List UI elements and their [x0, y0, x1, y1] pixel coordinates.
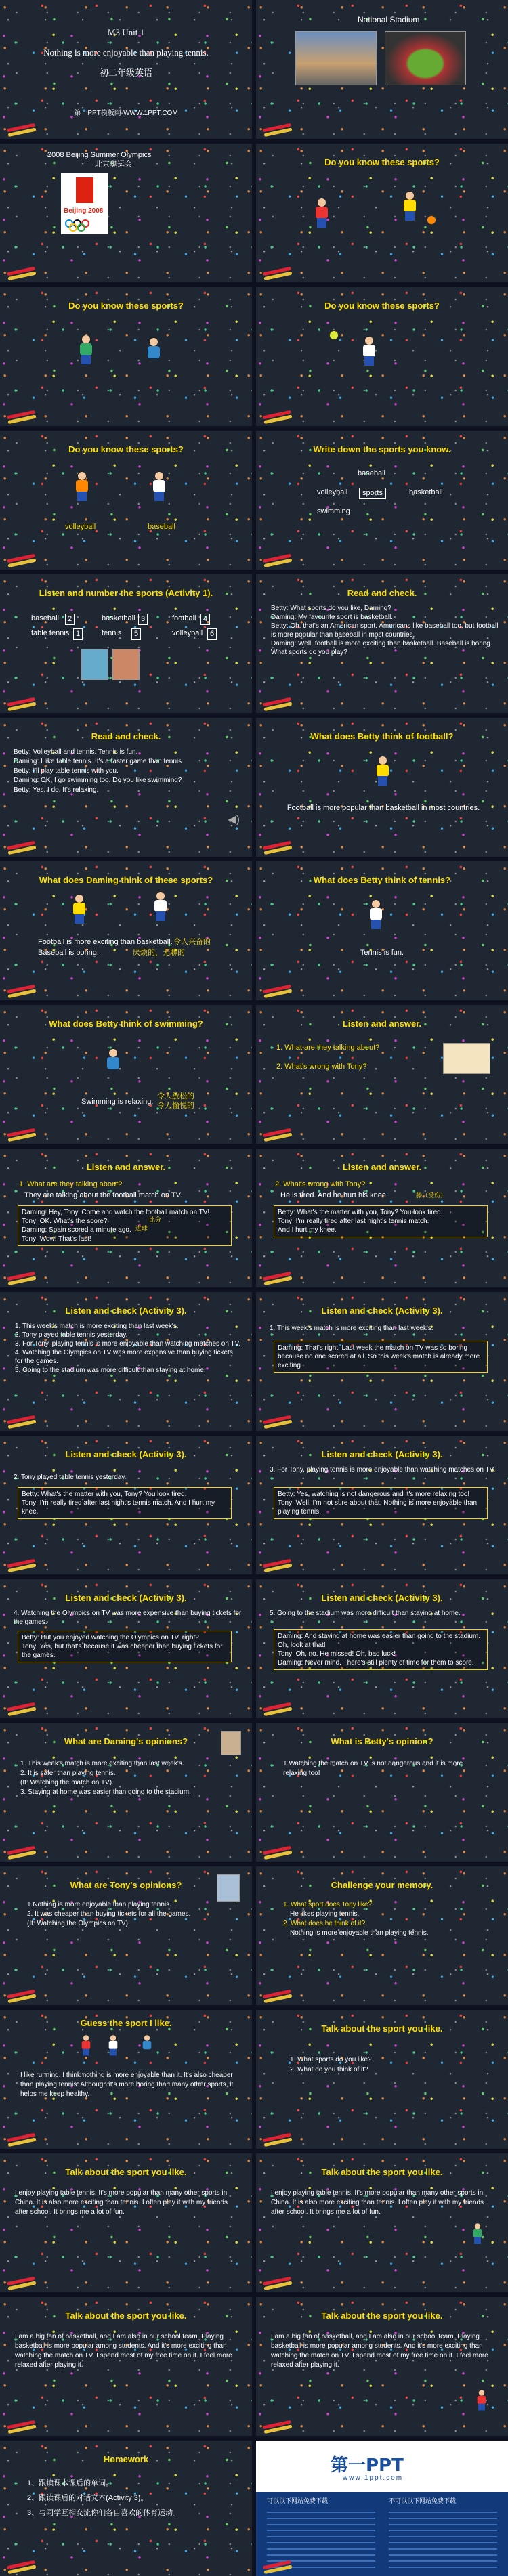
- dialogue-line: Tony: Yes, but that's because it was cheaper than buying tickets for the games.: [22, 1643, 223, 1659]
- slide-heading: Talk about the sport you like.: [321, 2311, 443, 2321]
- opinion-list: [20, 1759, 242, 1797]
- answer: He is tired. And he hurt his knee.: [280, 1191, 388, 1199]
- lesson-title: Nothing is more enjoyable than playing tennis.: [43, 47, 209, 58]
- dialogue-line: Betty: I'll play table tennis with you.: [14, 767, 119, 775]
- sport-item: volleyball: [172, 629, 203, 637]
- slide-heading: Write down the sports you know.: [313, 444, 451, 454]
- slide-heading: Listen and answer.: [86, 1162, 166, 1172]
- slide-heading: Listen and check (Activity 3).: [321, 1449, 443, 1459]
- slide-listen-answer-2[interactable]: [0, 1149, 252, 1287]
- gloss: 比分: [149, 1216, 162, 1223]
- gloss: 进球: [135, 1225, 148, 1232]
- dialogue-box: [274, 1205, 488, 1237]
- slide-heading: Do you know these sports?: [68, 444, 184, 454]
- unit-title: M3 Unit 1: [107, 27, 145, 37]
- slide-check-5[interactable]: [256, 1579, 508, 1718]
- guess-paragraph: I like running. I think nothing is more enjoyable than it. It's also cheaper than playing tennis. Although it's more boring than many other sports, it helps me keep healthy.: [20, 2071, 234, 2098]
- daming-photo: [221, 1731, 241, 1755]
- slide-heading: Talk about the sport you like.: [321, 2023, 443, 2034]
- sport-photo: [81, 649, 108, 680]
- swimmer-figure: [142, 337, 165, 367]
- slide-check-list[interactable]: [0, 1292, 252, 1431]
- qa-list: [283, 1900, 499, 1938]
- stadium-photo-1: [295, 31, 377, 85]
- statement: 2. Tony played table tennis yesterday.: [14, 1474, 127, 1481]
- tennis-ball-icon: [329, 330, 339, 340]
- slide-homework[interactable]: [0, 2441, 252, 2576]
- opinion-line: Football is more exciting than basketball.: [38, 938, 173, 946]
- slide-heading: Talk about the sport you like.: [65, 2311, 187, 2321]
- slide-heading: Listen and check (Activity 3).: [321, 1306, 443, 1316]
- slide-listen-answer-3[interactable]: [256, 1149, 508, 1287]
- slide-heading: Talk about the sport you like.: [321, 2167, 443, 2177]
- sample-paragraph: I enjoy playing table tennis. It's more popular than many other sports in China. It is also more exciting than tennis. I often play it with my friends after school. It brings me a lot of fun.: [271, 2189, 484, 2216]
- dialogue-line: Tony: Oh, no. He missed! Oh, bad luck!: [278, 1650, 396, 1658]
- prompt: 1. What sports do you like?: [290, 2056, 372, 2063]
- opinion: 2. It was cheaper than buying tickets for all the games.: [27, 1910, 191, 1918]
- swimmer-figure: [102, 1048, 125, 1078]
- slide-sports-1[interactable]: [256, 144, 508, 282]
- dialogue-line: Daming: That's right. Last week the match on TV was so boring because no one scored at all. So this week's match is already more exciting.: [278, 1344, 480, 1369]
- dialogue-line: Betty: Volleyball and tennis. Tennis is fun.: [14, 748, 138, 756]
- table-tennis-figure: [469, 2223, 486, 2244]
- stadium-label: National Stadium: [358, 15, 420, 24]
- dialogue-box: [274, 1341, 488, 1373]
- dialogue: [271, 604, 499, 657]
- number-box[interactable]: 3: [138, 614, 148, 625]
- dialogue-box: [18, 1487, 232, 1519]
- table-tennis-figure: [75, 335, 98, 364]
- dialogue-line: Tony: OK. What's the score?: [22, 1218, 108, 1225]
- tennis-figure: [364, 899, 387, 929]
- slide-sports-2[interactable]: [0, 287, 252, 426]
- slide-talk-sample-2[interactable]: [256, 2153, 508, 2292]
- prompt-list: [290, 2055, 372, 2075]
- speaker-icon[interactable]: ◀): [228, 814, 240, 825]
- tennis-figure: [105, 2035, 121, 2056]
- opinion: 1.Nothing is more enjoyable than playing tennis.: [27, 1901, 171, 1908]
- question: 2. What's wrong with Tony?: [275, 1180, 366, 1188]
- basketball-figure: [310, 198, 333, 228]
- dialogue: [14, 748, 242, 795]
- emblem-icon: [76, 177, 93, 203]
- slide-daming-sports[interactable]: [0, 861, 252, 1000]
- slide-heading: What are Tony's opinions?: [70, 1880, 182, 1890]
- word-basketball: basketball: [409, 488, 443, 496]
- slide-heading: What does Betty think of swimming?: [49, 1018, 203, 1029]
- baseball-figure: [149, 891, 172, 921]
- slide-guess-sport[interactable]: [0, 2010, 252, 2149]
- slide-heading: Do you know these sports?: [68, 301, 184, 311]
- question: 2. What's wrong with Tony?: [276, 1062, 367, 1071]
- dialogue-line: Tony: I'm really tired after last night's tennis match.: [278, 1218, 429, 1225]
- sport-photo: [112, 649, 140, 680]
- slide-brand[interactable]: [256, 2441, 508, 2576]
- football-figure: [68, 894, 91, 924]
- slide-betty-football[interactable]: [256, 718, 508, 857]
- number-box[interactable]: 6: [207, 628, 217, 640]
- opinion-line: Baseball is boring.: [38, 949, 99, 957]
- slide-heading: Listen and number the sports (Activity 1).: [39, 588, 213, 598]
- opinion-cn: 令人放松的: [157, 1092, 194, 1100]
- slide-number-sports[interactable]: [0, 574, 252, 713]
- slide-listen-answer-1[interactable]: [256, 1005, 508, 1144]
- dialogue-line: Daming: Well, football is more exciting than basketball. Baseball is boring. What sports do you play?: [271, 640, 492, 656]
- slide-talk-sample-4[interactable]: [256, 2297, 508, 2436]
- question: 2. What does he think of it?: [283, 1920, 366, 1927]
- sport-item: table tennis: [31, 629, 70, 637]
- link-heading: 可以以下网站免费下载: [267, 2497, 329, 2504]
- word-swimming: swimming: [317, 507, 350, 515]
- olympics-cn: 北京奥运会: [95, 160, 132, 169]
- slide-daming-opinions[interactable]: [0, 1723, 252, 1862]
- slide-talk-sample-1[interactable]: [0, 2153, 252, 2292]
- dialogue-line: Betty: Yes, watching is not dangerous and it's more relaxing too!: [278, 1490, 470, 1498]
- opinion: 1. This week's match is more exciting than last week's.: [20, 1760, 184, 1767]
- sample-paragraph: I am a big fan of basketball, and I am also in our school team. Playing basketball is more popular among students. And it's more exciting than watching the match on TV. I spend most of my free time on it. I feel more relaxed after playing it.: [15, 2333, 232, 2369]
- homework-item: 1、跟读课本课后的单词。: [27, 2479, 114, 2487]
- dialogue-line: Tony: I'm really tired after last night's tennis match. And I hurt my knee.: [22, 1499, 215, 1516]
- statement: 1. This week's match is more exciting than last week's.: [270, 1325, 433, 1332]
- swimmer-figure: [139, 2035, 155, 2056]
- sport-item: tennis: [102, 629, 122, 637]
- slide-betty-tennis[interactable]: [256, 861, 508, 1000]
- football-icon: [427, 215, 436, 225]
- dialogue-line: Daming: Hey, Tony. Come and watch the football match on TV!: [22, 1209, 210, 1216]
- slide-read-check-2[interactable]: [0, 718, 252, 857]
- football-figure: [371, 756, 394, 786]
- slide-talk-sample-3[interactable]: [0, 2297, 252, 2436]
- slide-check-1[interactable]: [256, 1292, 508, 1431]
- slide-challenge[interactable]: [256, 1866, 508, 2005]
- slide-heading: Challenge your memory.: [331, 1880, 433, 1890]
- statement: 3. For Tony, playing tennis is more enjoyable than watching matches on TV.: [15, 1340, 241, 1348]
- dialogue-line: Betty: What sports do you like, Daming?: [271, 605, 391, 612]
- opinion: 3. Staying at home was easier than going to the stadium.: [20, 1788, 191, 1796]
- badge-text: Beijing 2008: [64, 207, 104, 215]
- slide-heading: Listen and check (Activity 3).: [321, 1593, 443, 1603]
- slide-heading: Listen and answer.: [342, 1018, 422, 1029]
- word-baseball: baseball: [358, 469, 385, 477]
- opinion-sentence: Football is more popular than basketball in most countries.: [287, 804, 480, 812]
- slide-heading: What does Betty think of tennis?: [313, 875, 451, 885]
- slide-heading: What does Daming think of these sports?: [39, 875, 213, 885]
- dialogue-box: [18, 1631, 232, 1662]
- dialogue-box: [274, 1487, 488, 1519]
- slide-stadium[interactable]: [256, 0, 508, 139]
- homework-item: 3、与同学互相交流你们各自喜欢的体育运动。: [27, 2509, 181, 2517]
- dialogue-box: [274, 1629, 488, 1670]
- homework-list: [27, 2476, 180, 2520]
- runner-figure: [78, 2035, 94, 2056]
- slide-heading: Read and check.: [347, 588, 417, 598]
- opinion: 1.Watching the match on TV is not dangerous and it is more relaxing too!: [283, 1760, 463, 1777]
- tennis-figure: [358, 336, 381, 366]
- dialogue-line: Betty: Yes, I do. It's relaxing.: [14, 786, 99, 794]
- dialogue-line: And I hurt my knee.: [278, 1226, 337, 1234]
- tony-photo: [217, 1874, 240, 1902]
- sample-paragraph: I enjoy playing table tennis. It's more popular than many other sports in China. It is also more exciting than tennis. I often play it with my friends after school. It brings me a lot of fun.: [15, 2189, 228, 2216]
- word-volleyball: volleyball: [317, 488, 348, 496]
- sport-item: basketball: [102, 614, 135, 622]
- question: 1. What are they talking about?: [276, 1044, 380, 1052]
- slide-check-2[interactable]: [0, 1436, 252, 1574]
- slide-talk-prompt[interactable]: [256, 2010, 508, 2149]
- answer: Nothing is more enjoyable than playing tennis.: [290, 1929, 429, 1937]
- homework-item: 2、跟读课后的对话文本(Activity 3)。: [27, 2494, 148, 2502]
- slide-heading: Listen and check (Activity 3).: [65, 1306, 187, 1316]
- slide-betty-opinion[interactable]: [256, 1723, 508, 1862]
- dialogue-line: Daming: Never mind. There's still plenty of time for them to score.: [278, 1659, 474, 1667]
- basketball-figure: [473, 2390, 490, 2411]
- statement-list: [15, 1322, 242, 1375]
- brand-url[interactable]: www.1ppt.com: [343, 2474, 404, 2482]
- ring-icon: [69, 223, 77, 232]
- statement: 5. Going to the stadium was more difficult than staying at home.: [270, 1610, 461, 1617]
- opinion-cn: 令人愉悦的: [157, 1102, 194, 1110]
- question: 1. What are they talking about?: [19, 1180, 123, 1188]
- stadium-photo-2: [385, 31, 466, 85]
- number-box[interactable]: 5: [131, 628, 141, 640]
- brand-logo: 第一PPT: [331, 2455, 404, 2476]
- link-panel: [256, 2492, 508, 2576]
- slide-tony-opinions[interactable]: [0, 1866, 252, 2005]
- sport-item: football: [172, 614, 196, 622]
- answer: They are talking about the football match on TV.: [24, 1191, 182, 1199]
- prompt: 2. What do you think of it?: [290, 2066, 368, 2074]
- football-figure: [398, 191, 421, 221]
- question: 1. What sport does Tony like?: [283, 1901, 372, 1908]
- number-box[interactable]: 1: [73, 628, 83, 640]
- slide-heading: Guess the sport I like.: [80, 2018, 172, 2028]
- slide-heading: What are Daming's opinions?: [64, 1736, 188, 1746]
- opinion-cn: 令人兴奋的: [173, 938, 211, 946]
- slide-check-3[interactable]: [256, 1436, 508, 1574]
- statement: 4. Watching the Olympics on TV was more expensive than buying tickets for the games.: [15, 1349, 233, 1365]
- statement: 2. Tony played table tennis yesterday.: [15, 1331, 128, 1339]
- dialogue-line: Daming: OK, I go swimming too. Do you like swimming?: [14, 777, 182, 784]
- slide-heading: Homework: [103, 2454, 149, 2464]
- link-list[interactable]: [389, 2507, 497, 2571]
- opinion-sentence: Swimming is relaxing.: [81, 1098, 154, 1106]
- slide-title[interactable]: [0, 0, 252, 139]
- dialogue-line: Tony: Wow! That's fast!: [22, 1235, 91, 1243]
- slide-heading: Do you know these sports?: [324, 301, 440, 311]
- slide-read-check-1[interactable]: [256, 574, 508, 713]
- volleyball-figure: [70, 471, 93, 501]
- opinion: (It: Watching the Olympics on TV): [27, 1920, 128, 1927]
- answer: He likes playing tennis.: [290, 1910, 360, 1918]
- slide-heading: What does Betty think of football?: [310, 731, 454, 742]
- statement: 1. This week's match is more exciting than last week's.: [15, 1323, 179, 1330]
- baseball-figure: [148, 471, 171, 501]
- slide-heading: Do you know these sports?: [324, 157, 440, 167]
- slide-olympics[interactable]: [0, 144, 252, 282]
- slide-heading: Read and check.: [91, 731, 161, 742]
- dialogue-line: Betty: What's the matter with you, Tony? You look tired.: [22, 1490, 187, 1498]
- statement: 5. Going to the stadium was more difficult than staying at home.: [15, 1367, 206, 1374]
- conversation-photo: [443, 1043, 490, 1074]
- sample-paragraph: I am a big fan of basketball, and I am also in our school team. Playing basketball is more popular among students. And it's more exciting than watching the match on TV. I spend most of my free time on it. I feel more relaxed after playing it.: [271, 2333, 488, 2369]
- dialogue-line: Betty: What's the matter with you, Tony? You look tired.: [278, 1209, 443, 1216]
- opinion: 2. It is safer than playing tennis.: [20, 1769, 116, 1777]
- slide-sports-4[interactable]: [0, 431, 252, 570]
- dialogue-box: [18, 1205, 232, 1246]
- olympics-line: 2008 Beijing Summer Olympics: [47, 151, 152, 159]
- slide-sports-3[interactable]: [256, 287, 508, 426]
- opinion: (It: Watching the match on TV): [20, 1779, 112, 1786]
- statement: 3. For Tony, playing tennis is more enjoyable than watching matches on TV.: [270, 1466, 496, 1474]
- olympics-logo: [61, 173, 108, 234]
- dialogue-line: Daming: My favourite sport is basketball.: [271, 614, 394, 621]
- number-box[interactable]: 2: [65, 614, 75, 625]
- statement: 4. Watching the Olympics on TV was more expensive than buying tickets for the games.: [14, 1610, 242, 1626]
- opinion-list: [27, 1900, 242, 1929]
- word-sports: sports: [359, 488, 386, 499]
- gloss: 膝（受伤）: [416, 1192, 447, 1199]
- slide-heading: Listen and check (Activity 3).: [65, 1449, 187, 1459]
- opinion-cn: 厌烦的，无聊的: [133, 949, 185, 957]
- number-box[interactable]: 4: [200, 614, 210, 625]
- link-list[interactable]: [267, 2507, 375, 2571]
- link-heading: 不可以以下网站免费下载: [389, 2497, 457, 2504]
- opinion-sentence: Tennis is fun.: [360, 949, 404, 957]
- slide-write-sports[interactable]: [256, 431, 508, 570]
- dialogue-line: Betty: Oh, that's an American sport. Americans like baseball too, but football is more popular than baseball in most countries.: [271, 622, 499, 639]
- slide-heading: Listen and answer.: [342, 1162, 422, 1172]
- template-footer: 第一PPT模板网-WWW.1PPT.COM: [74, 110, 178, 117]
- slide-check-4[interactable]: [0, 1579, 252, 1718]
- dialogue-line: Daming: Spain scored a minute ago.: [22, 1226, 131, 1234]
- dialogue-line: Daming: And staying at home was easier than going to the stadium. Oh, look at that!: [278, 1633, 481, 1649]
- slide-heading: Talk about the sport you like.: [65, 2167, 187, 2177]
- dialogue-line: Tony: Well, I'm not sure about that. Nothing is more enjoyable than playing tennis.: [278, 1499, 478, 1516]
- dialogue-line: Daming: I like table tennis. It's a faster game than tennis.: [14, 758, 184, 765]
- label-baseball: baseball: [148, 523, 175, 531]
- slide-betty-swimming[interactable]: [0, 1005, 252, 1144]
- ring-icon: [77, 223, 85, 232]
- sport-item: baseball: [31, 614, 59, 622]
- slide-heading: What is Betty's opinion?: [331, 1736, 433, 1746]
- label-volleyball: volleyball: [65, 523, 96, 531]
- dialogue-line: Betty: But you enjoyed watching the Olympics on TV, right?: [22, 1634, 199, 1641]
- slide-heading: Listen and check (Activity 3).: [65, 1593, 187, 1603]
- grade-title: 初二年级英语: [99, 68, 152, 78]
